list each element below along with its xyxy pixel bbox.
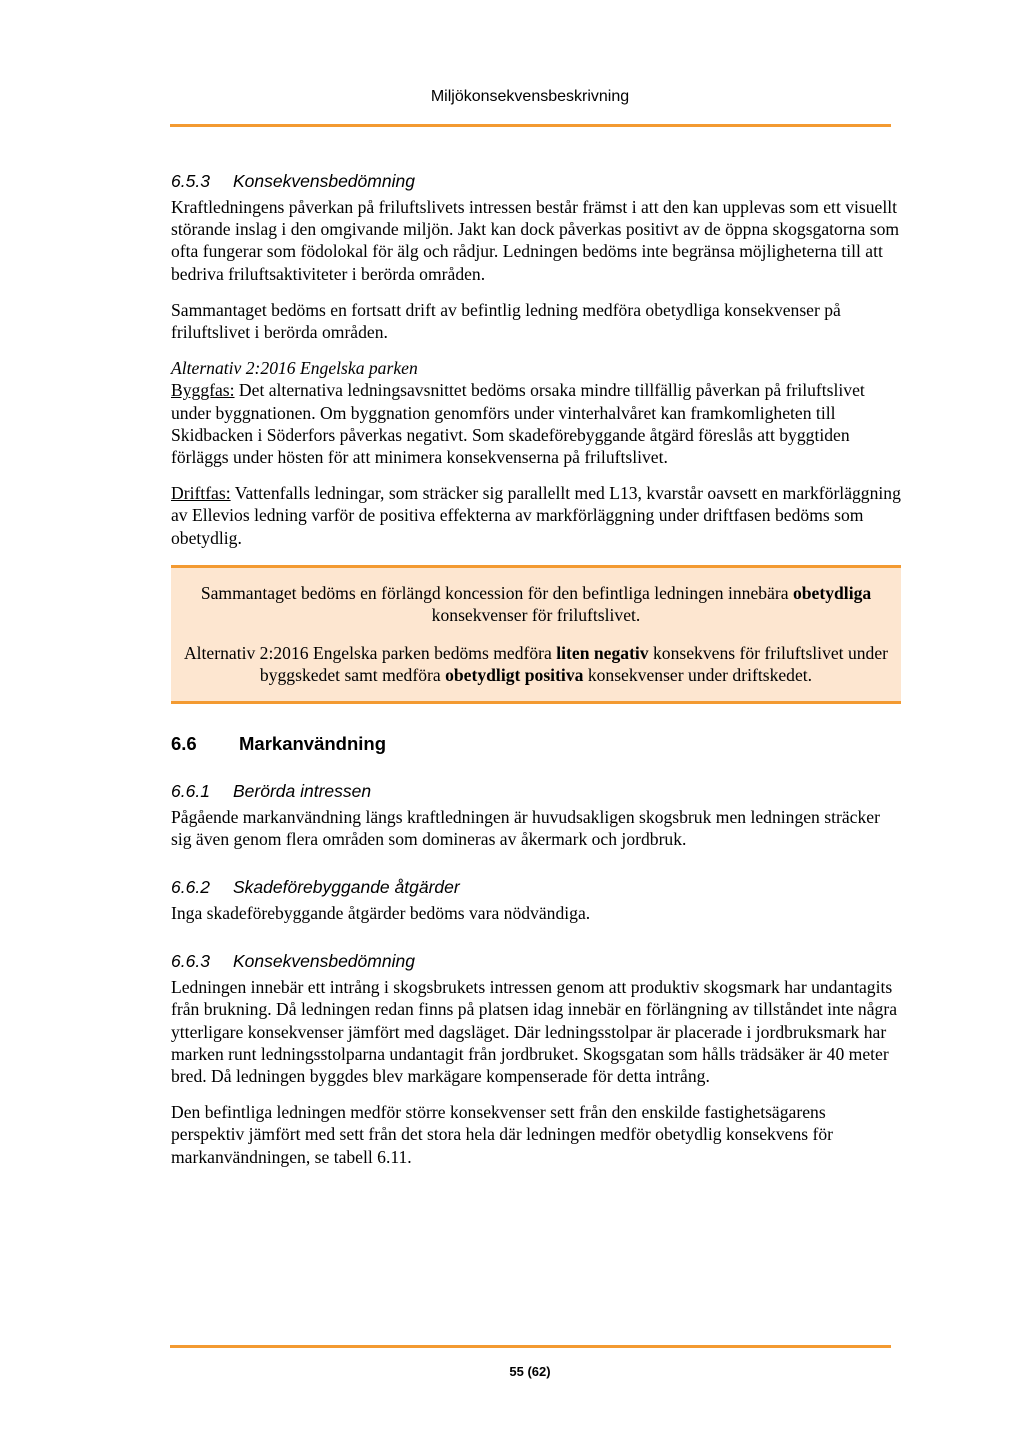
construction-phase-paragraph (171, 379, 901, 468)
summary-text: konsekvens för friluftslivet under byggskedet samt medföra (259, 643, 889, 686)
section-heading-6-6-2 (171, 876, 901, 898)
operation-phase-label: Driftfas: (171, 483, 231, 504)
summary-box (171, 565, 901, 704)
paragraph: Kraftledningens påverkan på friluftslivets intressen består främst i att den kan upplevas som ett visuellt störande inslag i den omgivande miljön. Jakt kan dock påverkas positivt av de öppna skogsgatorna som ofta fungerar som födolokal för älg och rådjur. Ledningen bedöms inte begränsa möjligheterna till att bedriva friluftsaktiviteter i berörda områden. (171, 197, 900, 284)
section-title: Konsekvensbedömning (233, 171, 415, 191)
section-title: Berörda intressen (233, 780, 372, 801)
document-header-title: Miljökonsekvensbeskrivning (430, 88, 630, 105)
summary-emphasis: obetydliga (792, 582, 872, 603)
operation-phase-paragraph (171, 482, 901, 549)
paragraph: Ledningen innebär ett intrång i skogsbrukets intressen genom att produktiv skogsmark har undantagits från brukning. Då ledningen redan finns på platsen idag innebär en förlängning av tillståndet inte några ytterligare konsekvenser jämfört med dagsläget. Där ledningsstolpar är placerade i jordbruksmark har marken runt ledningsstolparna undantagit från jordbruket. Skogsgatan som hålls trädsäker är 40 meter bred. Då ledningen byggdes blev markägare kompenserade för detta intrång. (171, 977, 897, 1087)
header-divider (170, 124, 891, 127)
summary-text: Alternativ 2:2016 Engelska parken bedöms medföra (183, 643, 557, 664)
section-heading-6-5-3 (171, 170, 901, 192)
section-number: 6.6.2 (171, 877, 210, 898)
summary-text: konsekvenser under driftskedet. (583, 665, 813, 686)
page-content (171, 170, 901, 1168)
section-heading-6-6 (171, 732, 901, 756)
paragraph: Inga skadeförebyggande åtgärder bedöms vara nödvändiga. (171, 903, 591, 924)
summary-text: Sammantaget bedöms en förlängd koncession för den befintliga ledningen innebära (200, 582, 793, 603)
page-number: 55 (62) (509, 1364, 551, 1379)
alternative-heading: Alternativ 2:2016 Engelska parken (171, 358, 418, 379)
section-number: 6.6.1 (171, 780, 210, 801)
footer-divider (170, 1345, 891, 1348)
section-heading-6-6-1 (171, 780, 901, 802)
summary-emphasis: liten negativ (556, 643, 649, 664)
summary-text: konsekvenser för friluftslivet. (431, 605, 641, 626)
operation-phase-text: Vattenfalls ledningar, som sträcker sig parallellt med L13, kvarstår oavsett en markförläggning av Ellevios ledning varför de positiva effekterna av markförläggning under driftfasen bedöms som obetydlig. (171, 483, 901, 548)
section-title: Skadeförebyggande åtgärder (233, 877, 460, 898)
summary-line-2 (181, 642, 891, 686)
section-heading-6-6-3 (171, 950, 901, 972)
paragraph: Den befintliga ledningen medför större konsekvenser sett från den enskilde fastighetsägarens perspektiv jämfört med sett från det stora hela där ledningen medför obetydlig konsekvens för markanvändningen, se tabell 6.11. (171, 1102, 834, 1167)
paragraph: Sammantaget bedöms en fortsatt drift av befintlig ledning medföra obetydliga konsekvenser på friluftslivet i berörda områden. (171, 299, 841, 343)
section-number: 6.6.3 (171, 951, 210, 972)
section-title: Markanvändning (239, 732, 386, 754)
construction-phase-label: Byggfas: (171, 380, 235, 401)
summary-line-1 (181, 582, 891, 626)
construction-phase-text: Det alternativa ledningsavsnittet bedöms orsaka mindre tillfällig påverkan på friluftslivet under byggnationen. Om byggnation genomförs under vinterhalvåret kan framkomligheten till Skidbacken i Söderfors påverkas negativt. Som skadeförebyggande åtgärd föreslås att byggtiden förläggs under hösten för att minimera konsekvenserna på friluftslivet. (171, 380, 865, 468)
summary-emphasis: obetydligt positiva (445, 665, 584, 686)
paragraph: Pågående markanvändning längs kraftledningen är huvudsakligen skogsbruk men ledningen sträcker sig även genom flera områden som domineras av åkermark och jordbruk. (171, 806, 880, 849)
section-title: Konsekvensbedömning (233, 951, 415, 972)
section-number: 6.6 (171, 732, 197, 754)
section-number: 6.5.3 (171, 171, 210, 191)
